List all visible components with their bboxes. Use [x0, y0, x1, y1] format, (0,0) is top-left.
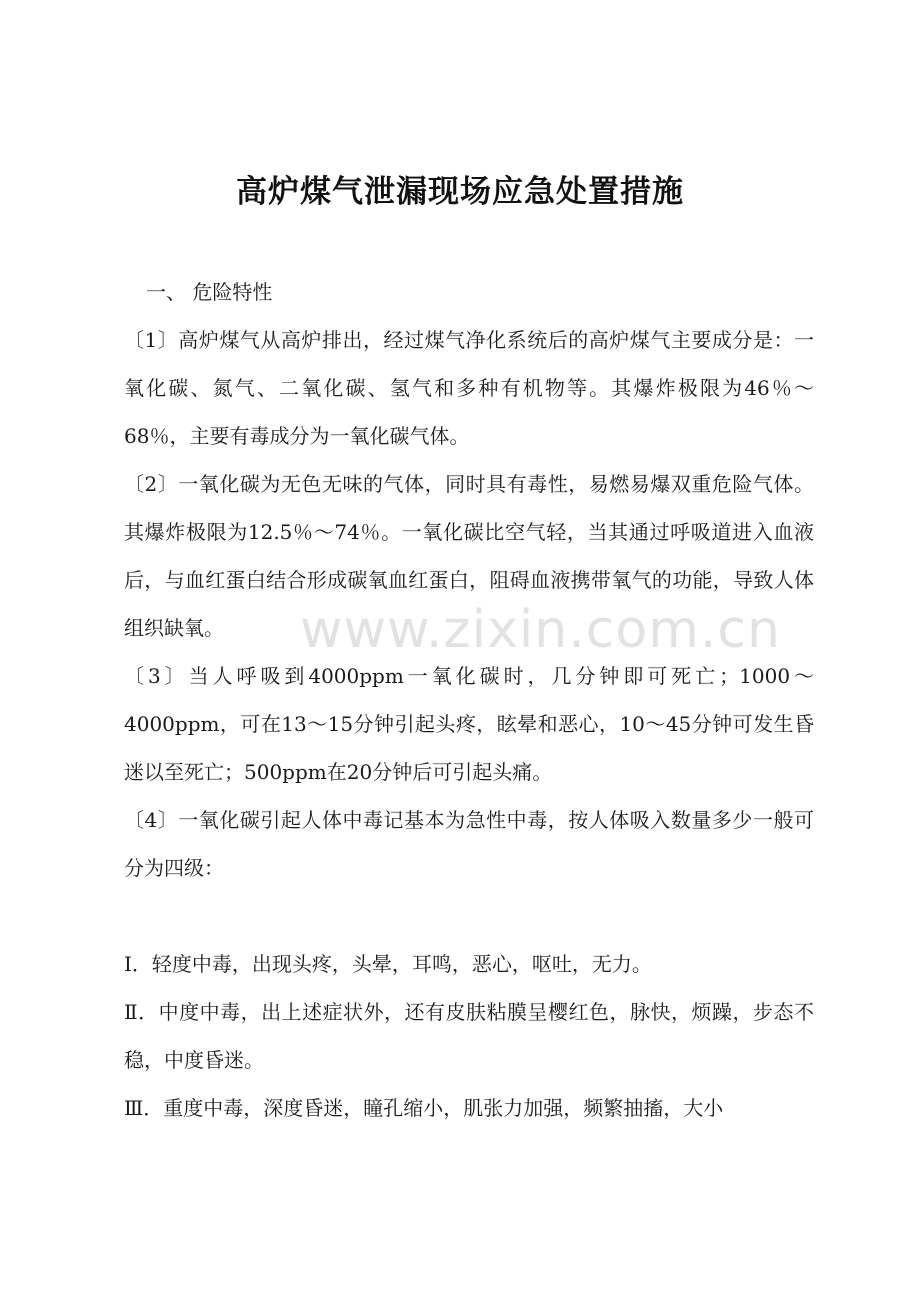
paragraph-4: 〔4〕一氧化碳引起人体中毒记基本为急性中毒，按人体吸入数量多少一般可分为四级：	[124, 808, 814, 880]
paragraph-2: 〔2〕一氧化碳为无色无味的气体，同时具有毒性，易燃易爆双重危险气体。其爆炸极限为12.5％～74％。一氧化碳比空气轻，当其通过呼吸道进入血液后，与血红蛋白结合形成碳氧血红蛋白，阻碍血液携带氧气的功能，导致人体组织缺氧。	[124, 472, 814, 640]
document-title: 高炉煤气泄漏现场应急处置措施	[236, 174, 684, 210]
document-body	[124, 268, 814, 1132]
level-3-item: Ⅲ．重度中毒，深度昏迷，瞳孔缩小，肌张力加强，频繁抽搐，大小	[124, 1096, 724, 1120]
level-2-item: Ⅱ．中度中毒，出上述症状外，还有皮肤粘膜呈樱红色，脉快，烦躁，步态不稳，中度昏迷。	[124, 1000, 814, 1072]
paragraph-3: 〔3〕当人呼吸到4000ppm一氧化碳时，几分钟即可死亡；1000～4000ppm，可在13～15分钟引起头疼，眩晕和恶心，10～45分钟可发生昏迷以至死亡；500ppm在20分钟后可引起头痛。	[124, 664, 814, 784]
level-1-item: Ⅰ．轻度中毒，出现头疼，头晕，耳鸣，恶心，呕吐，无力。	[124, 952, 652, 976]
paragraph-1: 〔1〕高炉煤气从高炉排出，经过煤气净化系统后的高炉煤气主要成分是：一氧化碳、氮气、二氧化碳、氢气和多种有机物等。其爆炸极限为46％～68％，主要有毒成分为一氧化碳气体。	[124, 328, 814, 448]
section-heading: 一、 危险特性	[146, 280, 273, 304]
blank-line	[124, 892, 814, 940]
watermark: www.zixin.com.cn	[300, 600, 781, 660]
